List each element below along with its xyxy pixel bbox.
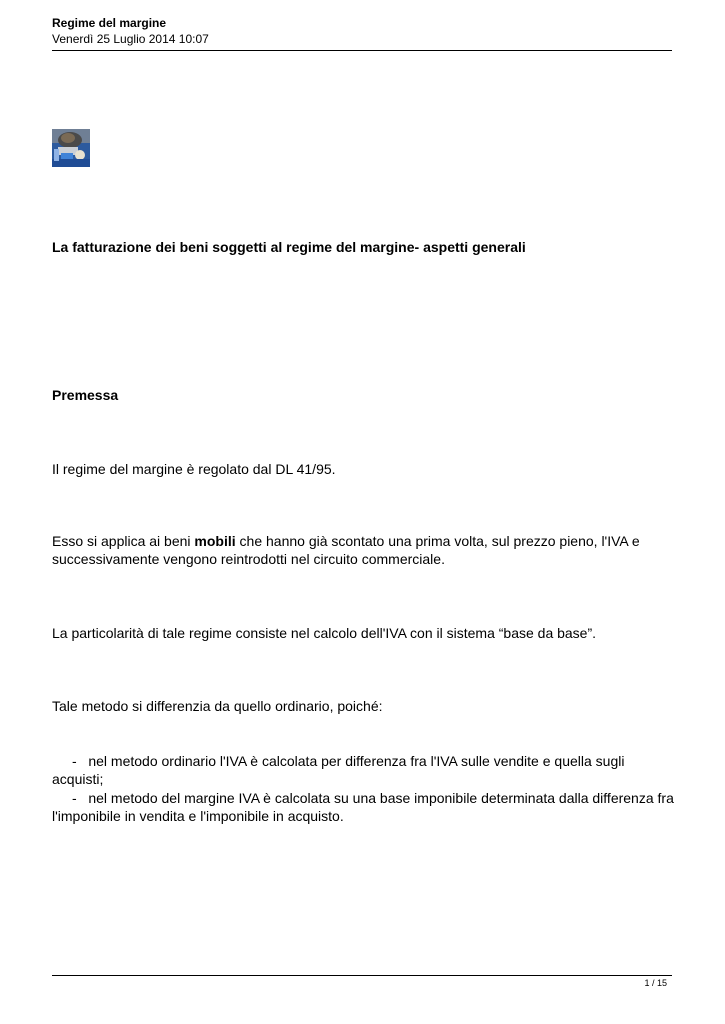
list-item-dash: - — [72, 790, 77, 806]
list-item — [52, 752, 677, 788]
article-title: La fatturazione dei beni soggetti al regime del margine- aspetti generali — [52, 239, 526, 255]
paragraph-intro: Il regime del margine è regolato dal DL 41/95. — [52, 461, 336, 477]
list-item-text: nel metodo del margine IVA è calcolata su una base imponibile determinata dalla differenza fra l'imponibile in vendita e l'imponibile in acquisto. — [52, 790, 674, 824]
list-item-dash: - — [72, 753, 77, 769]
footer-divider — [52, 975, 672, 976]
paragraph-scope-text-start: Esso si applica ai beni — [52, 533, 195, 549]
header-date: Venerdì 25 Luglio 2014 10:07 — [52, 32, 209, 46]
page-number: 1 / 15 — [644, 978, 667, 988]
list-item-text: nel metodo ordinario l'IVA è calcolata per differenza fra l'IVA sulle vendite e quella sugli acquisti; — [52, 753, 625, 787]
article-thumbnail-image — [52, 129, 90, 167]
list-item — [52, 789, 677, 825]
paragraph-scope — [52, 532, 677, 568]
paragraph-scope-text-end: che hanno già scontato una prima volta, sul prezzo pieno, l'IVA e successivamente vengono reintrodotti nel circuito commerciale. — [52, 533, 640, 567]
header-divider — [52, 50, 672, 51]
paragraph-method-intro: Tale metodo si differenzia da quello ordinario, poiché: — [52, 698, 383, 714]
bold-term-mobili: mobili — [194, 533, 236, 549]
paragraph-base-da-base: La particolarità di tale regime consiste nel calcolo dell'IVA con il sistema “base da base”. — [52, 625, 597, 641]
section-heading: Premessa — [52, 387, 119, 403]
header-title: Regime del margine — [52, 16, 167, 30]
